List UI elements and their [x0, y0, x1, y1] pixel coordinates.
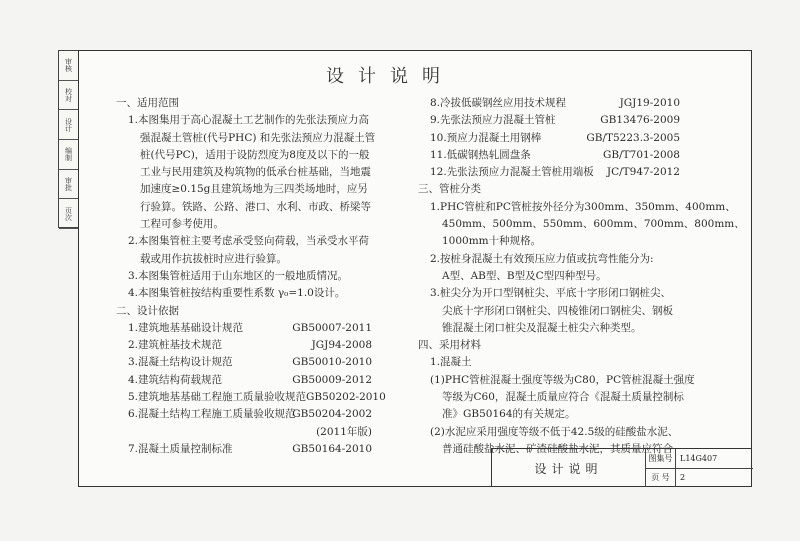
line-text: 450mm、500mm、550mm、600mm、700mm、800mm、 [442, 218, 745, 231]
line-text: 工业与民用建筑及构筑物的低承台桩基础，当地震 [140, 166, 371, 179]
text-line [116, 147, 372, 164]
text-line [116, 199, 372, 216]
text-line [116, 337, 372, 354]
line-text: 2.按桩身混凝土有效预压应力值或抗弯性能分为: [430, 252, 654, 265]
text-line [418, 164, 680, 181]
line-text: 三、管桩分类 [418, 183, 481, 196]
text-line [116, 181, 372, 198]
line-text: 锥混凝土闭口桩尖及混凝土桩尖六种类型。 [442, 321, 642, 334]
text-line [418, 337, 680, 354]
standard-code: JC/T947-2012 [606, 166, 680, 179]
text-line [418, 320, 680, 337]
text-line [418, 130, 680, 147]
text-line [418, 424, 680, 441]
line-text: 5.建筑地基基础工程施工质量验收规范GB50202-2010 [128, 391, 386, 404]
text-line [418, 199, 736, 216]
standard-code: GB/T5223.3-2005 [586, 131, 680, 144]
line-text: 尖底十字形闭口钢桩尖、四棱锥闭口钢桩尖、钢板 [442, 304, 673, 317]
standard-code: JGJ94-2008 [311, 339, 372, 352]
text-line [418, 389, 684, 406]
text-line [418, 354, 680, 371]
page-number-value: 2 [680, 473, 686, 482]
line-text: 3.本图集管桩适用于山东地区的一般地质情况。 [128, 269, 349, 282]
line-text: 二、设计依据 [116, 304, 179, 317]
title-block [491, 448, 752, 487]
page-title: 设计说明 [326, 66, 454, 87]
standard-code: GB50204-2002 [292, 408, 372, 421]
line-text: 普通硅酸盐水泥、矿渣硅酸盐水泥，其质量应符合 [442, 442, 673, 455]
left-column [116, 95, 386, 458]
line-text: (2)水泥应采用强度等级不低于42.5级的硅酸盐水泥、 [430, 425, 679, 438]
line-text: 工程可参考使用。 [140, 218, 224, 231]
line-text: 8.冷拔低碳钢丝应用技术规程 [430, 97, 567, 109]
standard-code: GB/T701-2008 [603, 148, 680, 161]
text-line [418, 303, 680, 320]
text-line [418, 95, 680, 112]
line-text: 行验算。铁路、公路、港口、水利、市政、桥梁等 [140, 200, 371, 213]
text-line [418, 268, 680, 285]
text-line [116, 268, 372, 285]
sidebar-cell: 审批 [59, 170, 78, 200]
text-line [116, 303, 372, 320]
text-line [418, 181, 680, 198]
line-text: (1)PHC管桩混凝土强度等级为C80，PC管桩混凝土强度 [430, 373, 695, 386]
sidebar-cell: 设计 [59, 110, 78, 140]
text-line [116, 251, 372, 268]
text-line [418, 112, 680, 129]
line-text: 1.PHC管桩和PC管桩按外径分为300mm、350mm、400mm、 [430, 200, 736, 213]
line-text: 强混凝土管桩(代号PHC) 和先张法预应力混凝土管 [140, 131, 376, 144]
line-text: 等级为C60，混凝土质量应符合《混凝土质量控制标 [442, 391, 684, 404]
page-number-label: 页 号 [646, 468, 676, 487]
text-line [116, 320, 372, 337]
text-line [116, 112, 372, 129]
line-text: 4.建筑结构荷载规范 [128, 373, 223, 386]
line-text: 2.建筑桩基技术规范 [128, 339, 223, 352]
text-line [116, 406, 372, 423]
line-text: 10.预应力混凝土用钢棒 [430, 131, 542, 144]
standard-code: GB13476-2009 [600, 114, 680, 127]
standard-code: (2011年版) [316, 425, 372, 438]
sidebar-cell: 页次 [59, 199, 78, 229]
standard-code: GB50007-2011 [292, 321, 372, 334]
text-line [116, 216, 372, 233]
line-text: 11.低碳钢热轧圆盘条 [430, 148, 531, 161]
line-text: A型、AB型、B型及C型四种型号。 [442, 269, 607, 282]
text-line [418, 233, 680, 250]
line-text: 4.本图集管桩按结构重要性系数 γ₀=1.0设计。 [128, 287, 346, 300]
atlas-number-label: 图集号 [646, 449, 676, 468]
text-line [116, 441, 372, 458]
atlas-number-value: L14G407 [680, 454, 718, 463]
signature-sidebar [58, 50, 78, 228]
text-line [418, 251, 680, 268]
text-line [418, 285, 680, 302]
line-text: 四、采用材料 [418, 339, 481, 352]
text-line [116, 372, 372, 389]
text-line [418, 216, 745, 233]
line-text: 准》GB50164的有关规定。 [442, 408, 576, 421]
sidebar-cell: 审核 [59, 51, 78, 81]
text-line [116, 164, 372, 181]
text-line [116, 285, 372, 302]
line-text: 2.本图集管桩主要考虑承受竖向荷载，当承受水平荷 [128, 235, 370, 248]
text-line [116, 424, 372, 441]
text-line [116, 95, 372, 112]
line-text: 7.混凝土质量控制标准 [128, 442, 233, 455]
sidebar-cell: 校对 [59, 81, 78, 111]
text-line [418, 147, 680, 164]
text-line [116, 130, 376, 147]
line-text: 1.建筑地基基础设计规范 [128, 321, 244, 334]
standard-code: GB50010-2010 [292, 356, 372, 369]
right-column [418, 95, 745, 458]
line-text: 桩(代号PC)，适用于设防烈度为8度及以下的一般 [140, 148, 370, 161]
line-text: 6.混凝土结构工程施工质量验收规范 [128, 408, 296, 421]
line-text: 加速度≥0.15g且建筑场地为三四类场地时，应另 [140, 183, 368, 196]
standard-code: GB50164-2010 [292, 442, 372, 455]
line-text: 1.混凝土 [430, 356, 472, 369]
line-text: 12.先张法预应力混凝土管桩用端板 [430, 166, 594, 179]
text-line [116, 354, 372, 371]
text-line [418, 372, 695, 389]
text-line [116, 233, 372, 250]
line-text: 1.本图集用于高心混凝土工艺制作的先张法预应力高 [128, 114, 370, 127]
title-block-name: 设计说明 [492, 449, 646, 487]
line-text: 9.先张法预应力混凝土管桩 [430, 114, 556, 127]
standard-code: JGJ19-2010 [619, 97, 680, 109]
line-text: 载或用作抗拔桩时应进行验算。 [140, 252, 287, 265]
line-text: 1000mm十种规格。 [442, 235, 542, 248]
text-line [116, 389, 386, 406]
sidebar-cell: 编制 [59, 140, 78, 170]
line-text: 一、适用范围 [116, 97, 179, 109]
line-text: 3.桩尖分为开口型钢桩尖、平底十字形闭口钢桩尖、 [430, 287, 672, 300]
line-text: 3.混凝土结构设计规范 [128, 356, 233, 369]
text-line [418, 406, 680, 423]
standard-code: GB50009-2012 [292, 373, 372, 386]
